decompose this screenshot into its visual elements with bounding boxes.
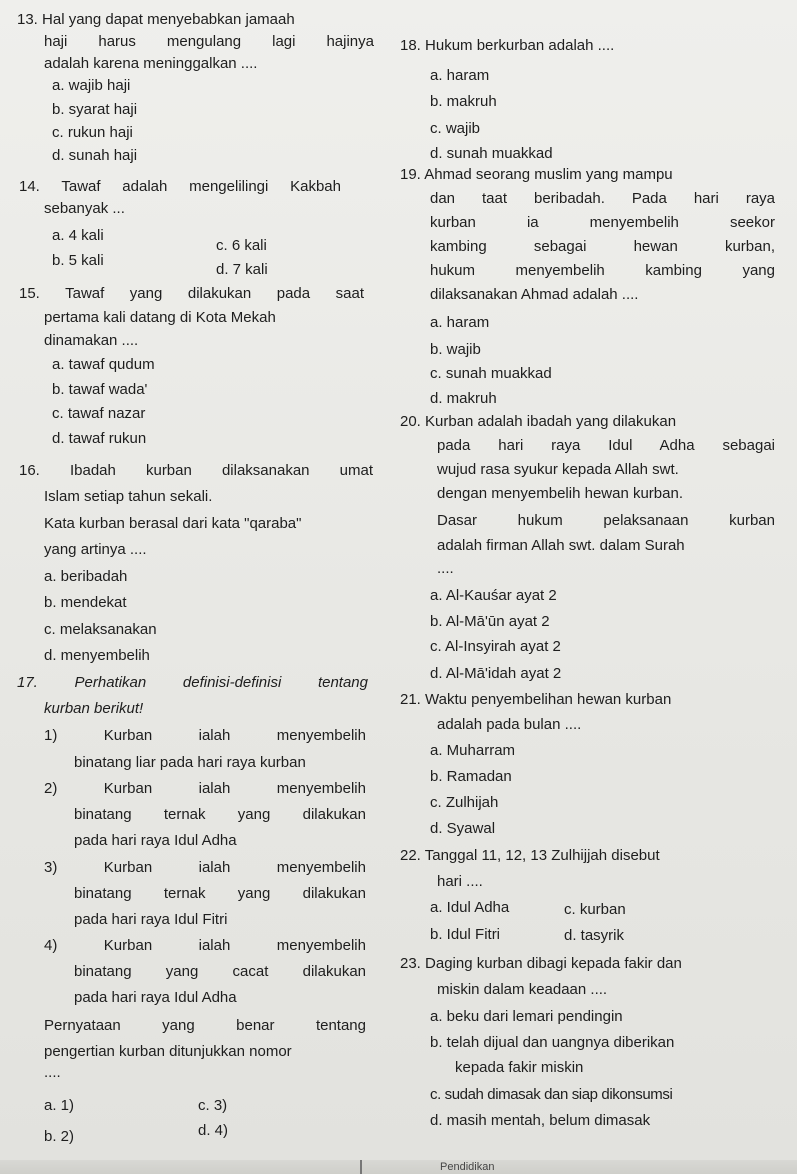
q19-option-a: a. haram: [430, 314, 490, 331]
q20-line6: adalah firman Allah swt. dalam Surah: [437, 537, 685, 554]
q17-option-d: d. 4): [198, 1122, 229, 1139]
q17-statement2-line2: binatang ternak yang dilakukan: [74, 806, 366, 823]
q21-line1: 21. Waktu penyembelihan hewan kurban: [400, 691, 672, 708]
q17-prompt-line3: ....: [44, 1064, 61, 1081]
q19-option-d: d. makruh: [430, 390, 497, 407]
q16-option-c: c. melaksanakan: [44, 621, 157, 638]
q17-prompt-line1: Pernyataan yang benar tentang: [44, 1017, 366, 1034]
q17-statement4-line3: pada hari raya Idul Adha: [74, 989, 237, 1006]
q17-option-a: a. 1): [44, 1097, 75, 1114]
q13-line2: haji harus mengulang lagi hajinya: [44, 33, 374, 50]
q22-option-a: a. Idul Adha: [430, 899, 510, 916]
q20-line1: 20. Kurban adalah ibadah yang dilakukan: [400, 413, 677, 430]
q18-option-d: d. sunah muakkad: [430, 145, 553, 162]
q17-prompt-line2: pengertian kurban ditunjukkan nomor: [44, 1043, 292, 1060]
q13-option-c: c. rukun haji: [52, 124, 133, 141]
q23-line2: miskin dalam keadaan ....: [437, 981, 608, 998]
q20-line3: wujud rasa syukur kepada Allah swt.: [437, 461, 679, 478]
q21-option-c: c. Zulhijah: [430, 794, 499, 811]
footer-divider: [360, 1160, 362, 1174]
q17-statement3-line3: pada hari raya Idul Fitri: [74, 911, 228, 928]
q23-option-c: c. sudah dimasak dan siap dikonsumsi: [430, 1086, 673, 1103]
q22-line1: 22. Tanggal 11, 12, 13 Zulhijjah disebut: [400, 847, 660, 864]
q16-option-b: b. mendekat: [44, 594, 127, 611]
q14-option-d: d. 7 kali: [216, 261, 268, 278]
q19-option-c: c. sunah muakkad: [430, 365, 552, 382]
q16-line1: 16. Ibadah kurban dilaksanakan umat: [19, 462, 373, 479]
q18-option-a: a. haram: [430, 67, 490, 84]
footer-strip: [0, 1160, 797, 1174]
q15-option-d: d. tawaf rukun: [52, 430, 147, 447]
footer-partial-text: Pendidikan: [440, 1161, 495, 1173]
q19-line1: 19. Ahmad seorang muslim yang mampu: [400, 166, 673, 183]
q22-option-d: d. tasyrik: [564, 927, 625, 944]
q22-option-b: b. Idul Fitri: [430, 926, 501, 943]
q16-line3: Kata kurban berasal dari kata "qaraba": [44, 515, 302, 532]
q17-statement1-line2: binatang liar pada hari raya kurban: [74, 754, 306, 771]
q15-line3: dinamakan ....: [44, 332, 139, 349]
q17-option-b: b. 2): [44, 1128, 75, 1145]
q16-option-d: d. menyembelih: [44, 647, 150, 664]
q17-statement3-line1: 3) Kurban ialah menyembelih: [44, 859, 366, 876]
q14-option-a: a. 4 kali: [52, 227, 104, 244]
q20-line4: dengan menyembelih hewan kurban.: [437, 485, 683, 502]
q21-option-a: a. Muharram: [430, 742, 516, 759]
q14-option-c: c. 6 kali: [216, 237, 267, 254]
q20-line5: Dasar hukum pelaksanaan kurban: [437, 512, 775, 529]
q19-line3: kurban ia menyembelih seekor: [430, 214, 775, 231]
q23-option-b-line1: b. telah dijual dan uangnya diberikan: [430, 1034, 675, 1051]
q20-option-a: a. Al-Kauśar ayat 2: [430, 587, 557, 604]
q17-line1: 17. Perhatikan definisi-definisi tentang: [17, 674, 368, 691]
q15-line1: 15. Tawaf yang dilakukan pada saat: [19, 285, 364, 302]
q17-statement1-line1: 1) Kurban ialah menyembelih: [44, 727, 366, 744]
q18-line1: 18. Hukum berkurban adalah ....: [400, 37, 615, 54]
q14-option-b: b. 5 kali: [52, 252, 104, 269]
q19-option-b: b. wajib: [430, 341, 481, 358]
q15-option-b: b. tawaf wada': [52, 381, 148, 398]
q22-option-c: c. kurban: [564, 901, 626, 918]
q20-option-d: d. Al-Mā'idah ayat 2: [430, 665, 562, 682]
q17-statement3-line2: binatang ternak yang dilakukan: [74, 885, 366, 902]
q17-statement2-line1: 2) Kurban ialah menyembelih: [44, 780, 366, 797]
q19-line2: dan taat beribadah. Pada hari raya: [430, 190, 775, 207]
q13-line1: 13. Hal yang dapat menyebabkan jamaah: [17, 11, 295, 28]
q15-option-a: a. tawaf qudum: [52, 356, 155, 373]
q17-line2: kurban berikut!: [44, 700, 144, 717]
q20-line7: ....: [437, 560, 454, 577]
q23-option-d: d. masih mentah, belum dimasak: [430, 1112, 651, 1129]
q17-statement4-line2: binatang yang cacat dilakukan: [74, 963, 366, 980]
q20-option-b: b. Al-Mā'ūn ayat 2: [430, 613, 550, 630]
q14-line2: sebanyak ...: [44, 200, 125, 217]
q19-line5: hukum menyembelih kambing yang: [430, 262, 775, 279]
q16-line2: Islam setiap tahun sekali.: [44, 488, 213, 505]
q13-option-d: d. sunah haji: [52, 147, 138, 164]
q20-option-c: c. Al-Insyirah ayat 2: [430, 638, 561, 655]
q16-line4: yang artinya ....: [44, 541, 147, 558]
q17-statement2-line3: pada hari raya Idul Adha: [74, 832, 237, 849]
q18-option-b: b. makruh: [430, 93, 497, 110]
q21-option-d: d. Syawal: [430, 820, 496, 837]
q22-line2: hari ....: [437, 873, 483, 890]
q16-option-a: a. beribadah: [44, 568, 128, 585]
q20-line2: pada hari raya Idul Adha sebagai: [437, 437, 775, 454]
q15-line2: pertama kali datang di Kota Mekah: [44, 309, 276, 326]
q23-option-b-line2: kepada fakir miskin: [455, 1059, 584, 1076]
q13-option-a: a. wajib haji: [52, 77, 131, 94]
q19-line4: kambing sebagai hewan kurban,: [430, 238, 775, 255]
q23-option-a: a. beku dari lemari pendingin: [430, 1008, 623, 1025]
q18-option-c: c. wajib: [430, 120, 481, 137]
q19-line6: dilaksanakan Ahmad adalah ....: [430, 286, 639, 303]
q23-line1: 23. Daging kurban dibagi kepada fakir dan: [400, 955, 682, 972]
q17-option-c: c. 3): [198, 1097, 228, 1114]
q15-option-c: c. tawaf nazar: [52, 405, 146, 422]
q21-line2: adalah pada bulan ....: [437, 716, 582, 733]
q13-line3: adalah karena meninggalkan ....: [44, 55, 258, 72]
q17-statement4-line1: 4) Kurban ialah menyembelih: [44, 937, 366, 954]
q13-option-b: b. syarat haji: [52, 101, 138, 118]
q14-line1: 14. Tawaf adalah mengelilingi Kakbah: [19, 178, 341, 195]
q21-option-b: b. Ramadan: [430, 768, 512, 785]
